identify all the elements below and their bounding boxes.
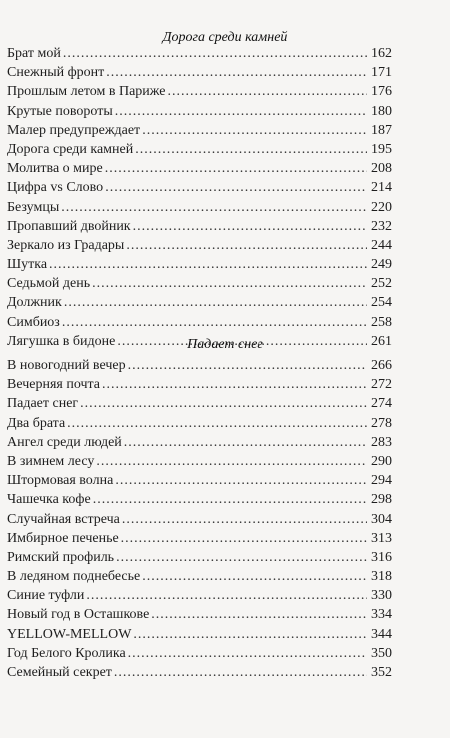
toc-entry [7,452,392,471]
toc-entry-title: Дорога среди камней [7,141,134,157]
dot-leader [115,471,367,490]
toc-entry-title: В ледяном поднебесье [7,569,141,585]
toc-entry [7,471,392,490]
dot-leader [128,644,367,663]
toc-entry-page: 304 [371,511,392,527]
dot-leader [63,44,367,63]
dot-leader [142,567,367,586]
toc-entry [7,140,392,159]
toc-entry [7,217,392,236]
toc-entry [7,102,392,121]
toc-entry-page: 232 [371,218,392,234]
toc-entry [7,356,392,375]
toc-entry-title: Случайная встреча [7,511,120,527]
toc-entry-page: 290 [371,453,392,469]
toc-entry [7,236,392,255]
toc-entry-page: 176 [371,84,392,100]
toc-entry-page: 258 [371,314,392,330]
toc-entry-page: 187 [371,122,392,138]
toc-entry-page: 274 [371,396,392,412]
toc-entry-page: 330 [371,588,392,604]
dot-leader [67,414,367,433]
dot-leader [105,159,367,178]
toc-entry-title: Брат мой [7,46,61,61]
toc-entry-title: Цифра vs Слово [7,180,104,196]
toc-entry [7,394,392,413]
dot-leader [93,490,367,509]
toc-entry-page: 350 [371,645,392,661]
dot-leader [102,375,367,394]
toc-list-section-2 [7,356,392,682]
toc-entry [7,510,392,529]
toc-entry-title: Зеркало из Градары [7,237,125,253]
toc-entry [7,529,392,548]
dot-leader [168,82,368,101]
toc-entry-title: В новогодний вечер [7,358,126,373]
toc-entry-page: 261 [371,333,392,349]
toc-entry-title: Лягушка в бидоне [7,333,116,349]
toc-entry-title: Крутые повороты [7,103,113,119]
toc-entry [7,159,392,178]
toc-entry-title: Пропавший двойник [7,218,131,234]
toc-entry-title: Вечерняя почта [7,377,101,393]
toc-entry-title: YELLOW-MELLOW [7,626,132,642]
toc-entry-page: 266 [371,358,392,373]
dot-leader [49,255,367,274]
toc-entry [7,293,392,312]
toc-entry [7,567,392,586]
dot-leader [133,625,367,644]
toc-entry-title: Синие туфли [7,588,85,604]
toc-entry-page: 272 [371,377,392,393]
toc-entry-title: В зимнем лесу [7,453,95,469]
toc-entry-page: 313 [371,530,392,546]
toc-entry [7,586,392,605]
toc-entry [7,44,392,63]
toc-entry-page: 214 [371,180,392,196]
toc-entry-page: 334 [371,607,392,623]
toc-entry-title: Падает снег [7,396,79,412]
toc-entry [7,63,392,82]
toc-entry [7,375,392,394]
toc-entry-title: Седьмой день [7,276,91,292]
toc-entry-page: 318 [371,569,392,585]
toc-entry-page: 220 [371,199,392,215]
dot-leader [96,452,367,471]
toc-entry-title: Год Белого Кролика [7,645,126,661]
dot-leader [142,121,367,140]
dot-leader [128,356,367,375]
toc-entry [7,414,392,433]
toc-entry-page: 344 [371,626,392,642]
toc-entry [7,644,392,663]
toc-entry [7,82,392,101]
dot-leader [105,178,367,197]
toc-entry-page: 352 [371,665,392,680]
toc-entry [7,121,392,140]
toc-entry-title: Шутка [7,257,48,273]
toc-entry-title: Молитва о мире [7,161,103,177]
toc-entry-page: 244 [371,237,392,253]
dot-leader [92,274,367,293]
dot-leader [80,394,367,413]
toc-entry-page: 180 [371,103,392,119]
toc-entry [7,548,392,567]
toc-entry-page: 195 [371,141,392,157]
toc-entry-title: Малер предупреждает [7,122,141,138]
toc-entry-title: Должник [7,295,62,311]
dot-leader [64,293,367,312]
toc-entry-page: 254 [371,295,392,311]
toc-entry [7,490,392,509]
toc-entry-page: 283 [371,434,392,450]
dot-leader [151,605,367,624]
toc-entry-page: 316 [371,549,392,565]
toc-entry-title: Семейный секрет [7,665,112,680]
dot-leader [135,140,367,159]
dot-leader [124,433,367,452]
toc-entry-title: Ангел среди людей [7,434,122,450]
toc-entry-page: 171 [371,65,392,81]
toc-entry [7,313,392,332]
toc-entry-title: Снежный фронт [7,65,105,81]
toc-entry-page: 294 [371,473,392,489]
dot-leader [122,510,367,529]
toc-entry-page: 208 [371,161,392,177]
toc-entry-title: Безумцы [7,199,60,215]
toc-entry-page: 252 [371,276,392,292]
toc-entry-title: Римский профиль [7,549,115,565]
toc-entry [7,663,392,682]
toc-entry [7,433,392,452]
toc-entry [7,255,392,274]
toc-entry-title: Новый год в Осташкове [7,607,150,623]
toc-entry-page: 298 [371,492,392,508]
toc-entry-title: Симбиоз [7,314,60,330]
toc-entry-title: Имбирное печенье [7,530,119,546]
dot-leader [62,313,367,332]
toc-entry-page: 162 [371,46,392,61]
toc-entry-title: Чашечка кофе [7,492,91,508]
dot-leader [116,548,367,567]
toc-entry [7,605,392,624]
toc-entry-page: 249 [371,257,392,273]
toc-entry-title: Штормовая волна [7,473,114,489]
toc-entry-title: Два брата [7,415,66,431]
dot-leader [121,529,367,548]
dot-leader [133,217,367,236]
toc-entry-page: 278 [371,415,392,431]
toc-entry [7,178,392,197]
dot-leader [114,663,367,682]
dot-leader [61,198,367,217]
section-title-snow-falling: Падает снег [187,337,263,352]
toc-list-section-1 [7,44,392,351]
dot-leader [126,236,367,255]
toc-entry [7,274,392,293]
dot-leader [86,586,367,605]
section-title-road-among-stones: Дорога среди камней [162,30,288,45]
dot-leader [115,102,367,121]
toc-entry [7,625,392,644]
dot-leader [106,63,367,82]
toc-entry-title: Прошлым летом в Париже [7,84,166,100]
toc-entry [7,198,392,217]
